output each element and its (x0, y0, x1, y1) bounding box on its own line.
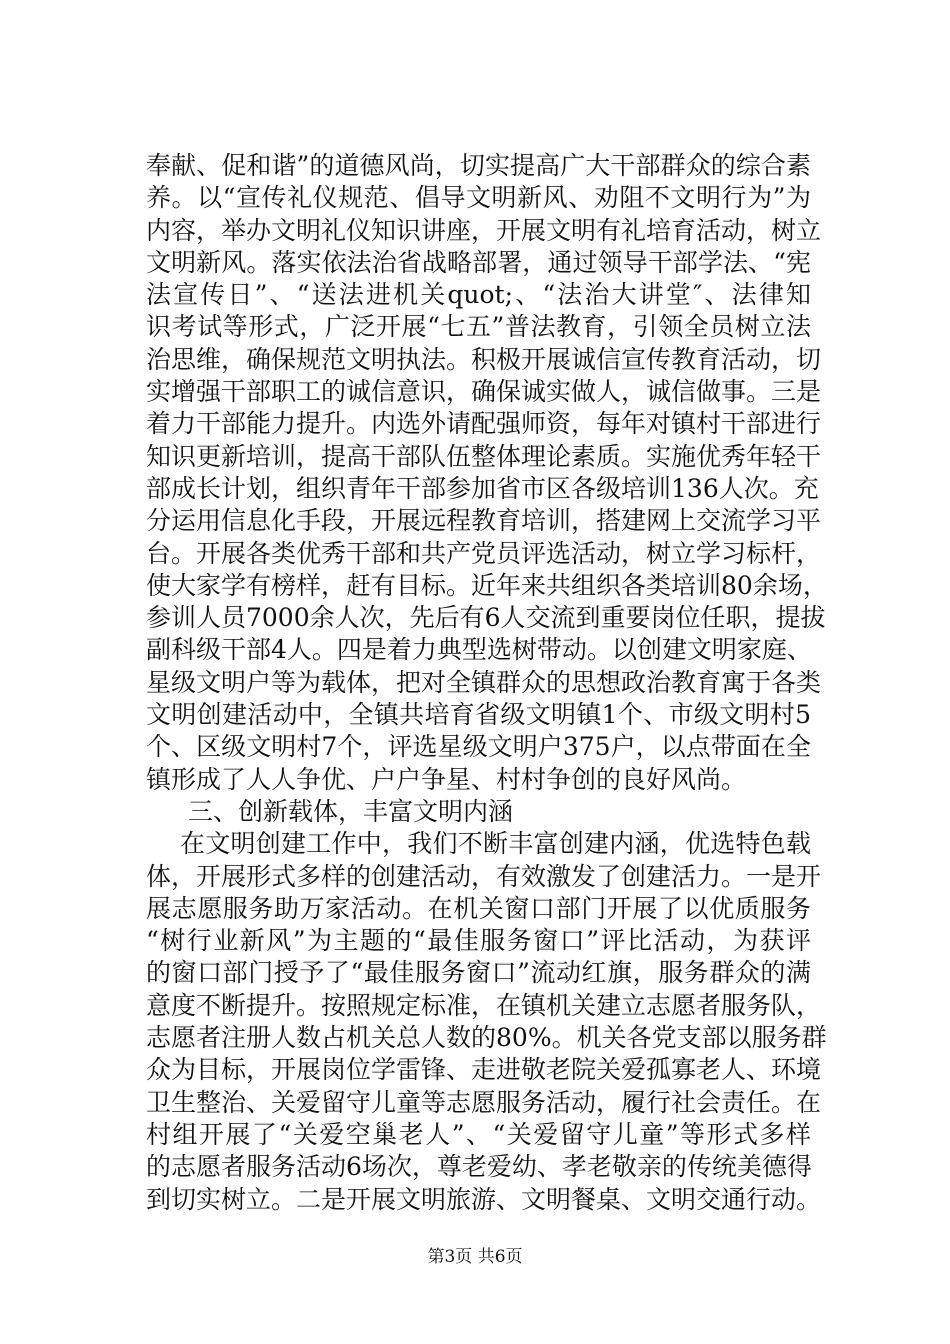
body-line: 镇形成了人人争优、户户争星、村村争创的良好风尚。 (146, 764, 747, 794)
body-line: 使大家学有榜样，赶有目标。近年来共组织各类培训80余场， (146, 570, 828, 600)
body-line: 在文明创建工作中，我们不断丰富创建内涵，优选特色载 (180, 829, 811, 859)
body-line: 意度不断提升。按照规定标准，在镇机关建立志愿者服务队， (146, 990, 822, 1020)
body-line: 部成长计划，组织青年干部参加省市区各级培训136人次。充 (146, 473, 819, 503)
body-line: 副科级干部4人。四是着力典型选树带动。以创建文明家庭、 (146, 635, 812, 665)
body-line: 星级文明户等为载体，把对全镇群众的思想政治教育寓于各类 (146, 667, 822, 697)
body-line: 体，开展形式多样的创建活动，有效激发了创建活力。一是开 (146, 861, 822, 891)
page-number-footer: 第3页 共6页 (427, 1247, 523, 1267)
body-line: 内容，举办文明礼仪知识讲座，开展文明有礼培育活动，树立 (146, 215, 822, 245)
document-body (146, 150, 828, 1216)
body-line: 台。开展各类优秀干部和共产党员评选活动，树立学习标杆， (146, 538, 822, 568)
body-line: 村组开展了“关爱空巢老人”、“关爱留守儿童”等形式多样 (146, 1119, 811, 1149)
body-line: 治思维，确保规范文明执法。积极开展诚信宣传教育活动，切 (146, 344, 822, 374)
body-line: 参训人员7000余人次，先后有6人交流到重要岗位任职，提拔 (146, 603, 826, 633)
body-line: 展志愿服务助万家活动。在机关窗口部门开展了以优质服务 (146, 893, 811, 923)
body-line: 养。以“宣传礼仪规范、倡导文明新风、劝阻不文明行为”为 (146, 183, 811, 213)
section-heading: 三、创新载体，丰富文明内涵 (188, 796, 514, 826)
body-line: 奉献、促和谐”的道德风尚，切实提高广大干部群众的综合素 (146, 151, 811, 180)
body-line: 文明新风。落实依法治省战略部署，通过领导干部学法、“宪 (146, 247, 811, 277)
body-line: 识考试等形式，广泛开展“七五”普法教育，引领全员树立法 (146, 312, 811, 342)
body-line: 着力干部能力提升。内选外请配强师资，每年对镇村干部进行 (146, 409, 822, 439)
body-line: 法宣传日”、“送法进机关quot;、“法治大讲堂″、法律知 (146, 280, 811, 310)
body-line: 知识更新培训，提高干部队伍整体理论素质。实施优秀年轻干 (146, 441, 822, 471)
body-line: 卫生整治、关爱留守儿童等志愿服务活动，履行社会责任。在 (146, 1087, 822, 1117)
body-line: 文明创建活动中，全镇共培育省级文明镇1个、市级文明村5 (146, 700, 811, 730)
body-line: 的窗口部门授予了“最佳服务窗口”流动红旗，服务群众的满 (146, 958, 811, 988)
body-line: 分运用信息化手段，开展远程教育培训，搭建网上交流学习平 (146, 506, 822, 536)
body-line: 个、区级文明村7个，评选星级文明户375户，以点带面在全 (146, 732, 811, 762)
body-line: 众为目标，开展岗位学雷锋、走进敬老院关爱孤寡老人、环境 (146, 1055, 822, 1085)
body-line: 的志愿者服务活动6场次，尊老爱幼、孝老敬亲的传统美德得 (146, 1152, 812, 1182)
body-line: 到切实树立。二是开展文明旅游、文明餐桌、文明交通行动。 (146, 1184, 822, 1214)
body-line: “树行业新风”为主题的“最佳服务窗口”评比活动，为获评 (146, 926, 811, 956)
body-line: 实增强干部职工的诚信意识，确保诚实做人，诚信做事。三是 (146, 377, 822, 407)
body-line: 志愿者注册人数占机关总人数的80%。机关各党支部以服务群 (146, 1023, 827, 1053)
